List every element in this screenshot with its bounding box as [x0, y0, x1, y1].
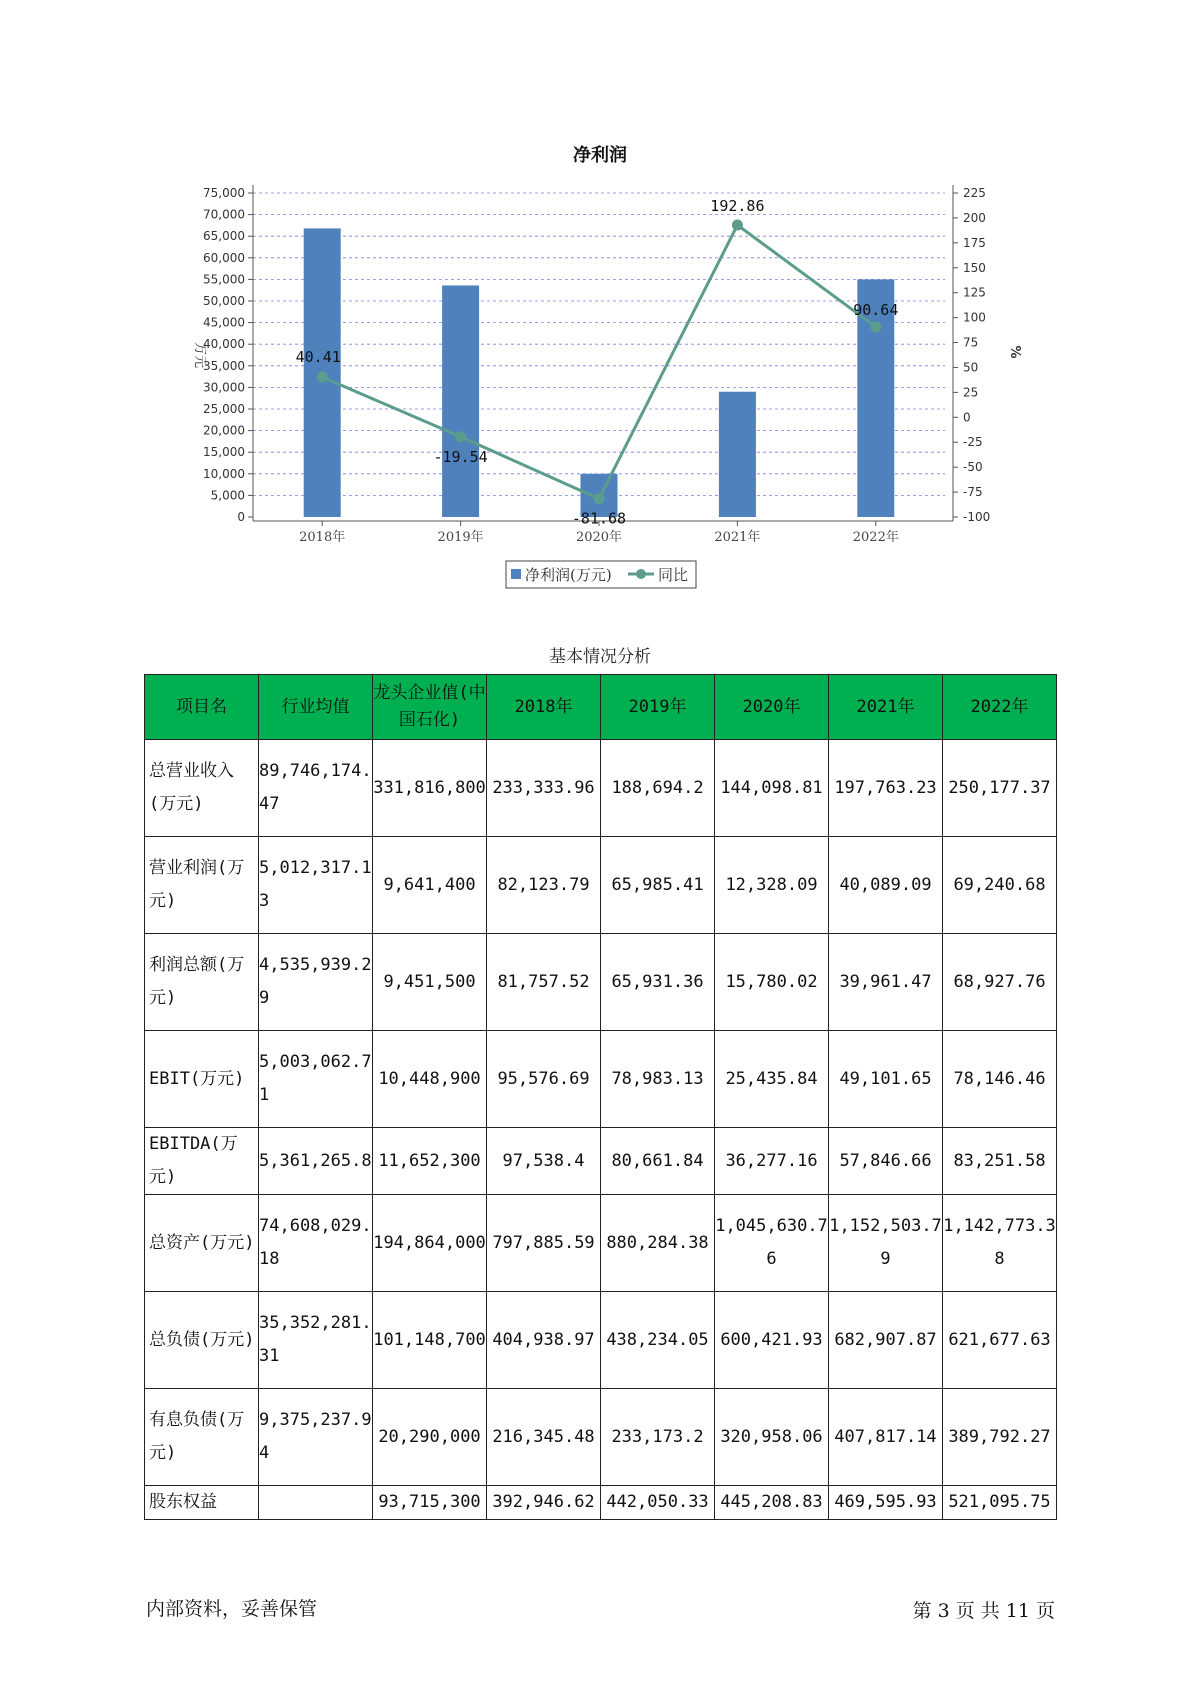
table-row — [145, 1195, 1057, 1292]
value-2019-cell: 233,173.2 — [601, 1389, 715, 1486]
industry-avg-cell: 5,012,317.13 — [259, 837, 373, 934]
header-2019: 2019年 — [601, 675, 715, 740]
value-2020-cell: 320,958.06 — [715, 1389, 829, 1486]
value-2018-cell: 392,946.62 — [487, 1486, 601, 1520]
left-axis-title: 万元 — [192, 341, 207, 369]
table-caption: 基本情况分析 — [549, 647, 651, 667]
x-tick-label: 2018年 — [299, 530, 346, 545]
right-tick-label: 75 — [963, 335, 979, 350]
value-2021-cell: 197,763.23 — [829, 740, 943, 837]
right-tick-label: 50 — [963, 360, 979, 375]
value-2022-cell: 68,927.76 — [943, 934, 1057, 1031]
value-2020-cell: 600,421.93 — [715, 1292, 829, 1389]
industry-avg-cell: 5,003,062.71 — [259, 1031, 373, 1128]
value-2021-cell: 39,961.47 — [829, 934, 943, 1031]
chart-title: 净利润 — [573, 145, 627, 166]
value-2020-cell: 12,328.09 — [715, 837, 829, 934]
table-row — [145, 1389, 1057, 1486]
left-tick-label: 35,000 — [203, 358, 245, 373]
left-tick-label: 25,000 — [203, 402, 245, 416]
table-header-row — [145, 675, 1057, 740]
value-2022-cell: 621,677.63 — [943, 1292, 1057, 1389]
table-row — [145, 740, 1057, 837]
right-tick-label: 225 — [963, 186, 986, 200]
left-tick-label: 10,000 — [203, 466, 245, 481]
value-2019-cell: 65,985.41 — [601, 837, 715, 934]
leader-value-cell: 331,816,800 — [373, 740, 487, 837]
left-tick-label: 0 — [237, 510, 245, 524]
left-tick-label: 50,000 — [203, 294, 245, 308]
yoy-point — [317, 372, 328, 383]
right-tick-label: -75 — [963, 485, 983, 500]
industry-avg-cell: 89,746,174.47 — [259, 740, 373, 837]
basic-analysis-table — [144, 674, 1057, 1520]
right-tick-label: 150 — [963, 260, 986, 275]
table-row — [145, 1486, 1057, 1520]
right-tick-label: -25 — [963, 435, 983, 450]
value-2020-cell: 36,277.16 — [715, 1128, 829, 1195]
header-industry-avg: 行业均值 — [259, 675, 373, 740]
industry-avg-cell — [259, 1486, 373, 1520]
left-tick-label: 20,000 — [203, 423, 245, 438]
row-name: EBIT(万元) — [145, 1031, 259, 1128]
value-2019-cell: 188,694.2 — [601, 740, 715, 837]
industry-avg-cell: 4,535,939.29 — [259, 934, 373, 1031]
x-tick-label: 2021年 — [714, 530, 761, 545]
row-name: 股东权益 — [145, 1486, 259, 1520]
value-2019-cell: 880,284.38 — [601, 1195, 715, 1292]
industry-avg-cell: 5,361,265.8 — [259, 1128, 373, 1195]
value-2022-cell: 389,792.27 — [943, 1389, 1057, 1486]
yoy-point — [594, 493, 605, 504]
right-tick-label: -50 — [963, 460, 983, 475]
value-2018-cell: 797,885.59 — [487, 1195, 601, 1292]
right-tick-label: 125 — [963, 285, 986, 300]
value-2018-cell: 95,576.69 — [487, 1031, 601, 1128]
legend-line-marker — [636, 569, 646, 579]
value-2022-cell: 78,146.46 — [943, 1031, 1057, 1128]
footer-confidential-note: 内部资料，妥善保管 — [146, 1598, 318, 1620]
value-2020-cell: 25,435.84 — [715, 1031, 829, 1128]
table-row — [145, 1031, 1057, 1128]
value-2022-cell: 83,251.58 — [943, 1128, 1057, 1195]
header-leader-value: 龙头企业值(中国石化) — [373, 675, 487, 740]
value-2018-cell: 404,938.97 — [487, 1292, 601, 1389]
right-tick-label: 0 — [963, 410, 971, 425]
row-name: 营业利润(万元) — [145, 837, 259, 934]
leader-value-cell: 93,715,300 — [373, 1486, 487, 1520]
yoy-point — [732, 220, 743, 231]
value-2018-cell: 82,123.79 — [487, 837, 601, 934]
leader-value-cell: 101,148,700 — [373, 1292, 487, 1389]
bar — [719, 392, 756, 517]
value-2021-cell: 49,101.65 — [829, 1031, 943, 1128]
row-name: 总负债(万元) — [145, 1292, 259, 1389]
yoy-data-label: 192.86 — [710, 197, 765, 216]
value-2019-cell: 78,983.13 — [601, 1031, 715, 1128]
header-2020: 2020年 — [715, 675, 829, 740]
yoy-data-label: 90.64 — [853, 300, 899, 319]
yoy-data-label: 40.41 — [295, 348, 341, 367]
left-tick-label: 45,000 — [203, 315, 245, 330]
yoy-line — [322, 225, 876, 499]
value-2021-cell: 682,907.87 — [829, 1292, 943, 1389]
row-name: 总营业收入(万元) — [145, 740, 259, 837]
right-axis-title: % — [1007, 345, 1022, 359]
value-2021-cell: 469,595.93 — [829, 1486, 943, 1520]
value-2020-cell: 1,045,630.76 — [715, 1195, 829, 1292]
leader-value-cell: 11,652,300 — [373, 1128, 487, 1195]
legend-bar-swatch — [511, 569, 521, 579]
value-2018-cell: 216,345.48 — [487, 1389, 601, 1486]
x-tick-label: 2022年 — [852, 530, 899, 545]
value-2021-cell: 407,817.14 — [829, 1389, 943, 1486]
value-2018-cell: 81,757.52 — [487, 934, 601, 1031]
value-2021-cell: 40,089.09 — [829, 837, 943, 934]
table-row — [145, 837, 1057, 934]
left-tick-label: 30,000 — [203, 380, 245, 395]
table-row — [145, 1292, 1057, 1389]
bar — [442, 285, 479, 517]
row-name: EBITDA(万元) — [145, 1128, 259, 1195]
yoy-data-label: -19.54 — [433, 447, 488, 466]
net-profit-chart — [0, 0, 1191, 620]
value-2021-cell: 57,846.66 — [829, 1128, 943, 1195]
left-tick-label: 70,000 — [203, 207, 245, 222]
value-2019-cell: 80,661.84 — [601, 1128, 715, 1195]
row-name: 利润总额(万元) — [145, 934, 259, 1031]
header-item-name: 项目名 — [145, 675, 259, 740]
value-2020-cell: 445,208.83 — [715, 1486, 829, 1520]
yoy-point — [870, 321, 881, 332]
left-tick-label: 60,000 — [203, 250, 245, 265]
industry-avg-cell: 35,352,281.31 — [259, 1292, 373, 1389]
right-tick-label: 25 — [963, 385, 979, 400]
industry-avg-cell: 9,375,237.94 — [259, 1389, 373, 1486]
x-tick-label: 2020年 — [575, 530, 623, 545]
value-2019-cell: 438,234.05 — [601, 1292, 715, 1389]
left-tick-label: 75,000 — [203, 186, 245, 200]
leader-value-cell: 10,448,900 — [373, 1031, 487, 1128]
value-2018-cell: 97,538.4 — [487, 1128, 601, 1195]
legend-line-label: 同比 — [658, 566, 689, 584]
value-2021-cell: 1,152,503.79 — [829, 1195, 943, 1292]
left-tick-label: 15,000 — [203, 445, 245, 460]
header-2021: 2021年 — [829, 675, 943, 740]
header-2018: 2018年 — [487, 675, 601, 740]
right-tick-label: 200 — [963, 210, 986, 225]
leader-value-cell: 20,290,000 — [373, 1389, 487, 1486]
value-2018-cell: 233,333.96 — [487, 740, 601, 837]
right-tick-label: 175 — [963, 235, 986, 250]
value-2022-cell: 1,142,773.38 — [943, 1195, 1057, 1292]
left-tick-label: 5,000 — [210, 488, 245, 503]
value-2022-cell: 69,240.68 — [943, 837, 1057, 934]
row-name: 总资产(万元) — [145, 1195, 259, 1292]
left-tick-label: 65,000 — [203, 229, 245, 244]
left-tick-label: 40,000 — [203, 337, 245, 352]
leader-value-cell: 9,451,500 — [373, 934, 487, 1031]
right-tick-label: -100 — [963, 510, 991, 524]
leader-value-cell: 194,864,000 — [373, 1195, 487, 1292]
leader-value-cell: 9,641,400 — [373, 837, 487, 934]
industry-avg-cell: 74,608,029.18 — [259, 1195, 373, 1292]
value-2022-cell: 521,095.75 — [943, 1486, 1057, 1520]
right-tick-label: 100 — [963, 310, 986, 325]
value-2020-cell: 15,780.02 — [715, 934, 829, 1031]
value-2019-cell: 65,931.36 — [601, 934, 715, 1031]
left-tick-label: 55,000 — [203, 272, 245, 287]
row-name: 有息负债(万元) — [145, 1389, 259, 1486]
table-row — [145, 1128, 1057, 1195]
footer-page-number: 第 3 页 共 11 页 — [912, 1600, 1055, 1622]
legend-bar-label: 净利润(万元) — [525, 566, 612, 584]
value-2019-cell: 442,050.33 — [601, 1486, 715, 1520]
x-tick-label: 2019年 — [437, 530, 484, 545]
table-row — [145, 934, 1057, 1031]
yoy-data-label: -81.68 — [571, 509, 627, 528]
value-2022-cell: 250,177.37 — [943, 740, 1057, 837]
yoy-point — [455, 431, 466, 442]
header-2022: 2022年 — [943, 675, 1057, 740]
value-2020-cell: 144,098.81 — [715, 740, 829, 837]
